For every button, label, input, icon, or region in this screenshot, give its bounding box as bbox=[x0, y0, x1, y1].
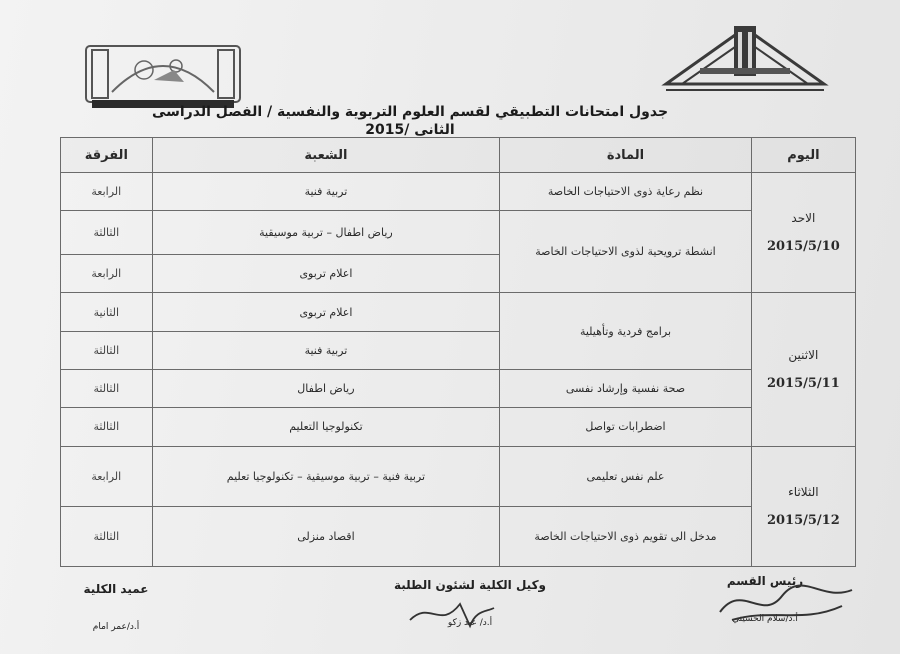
university-logo-right bbox=[660, 18, 830, 102]
header-branch: الشعبة bbox=[152, 138, 500, 173]
day-name: الاحد bbox=[791, 211, 816, 226]
signature-name: أ.د/سلام الحسيني bbox=[732, 614, 798, 624]
signature-title: رئيس القسم bbox=[726, 574, 804, 588]
day-name: الثلاثاء bbox=[788, 484, 819, 499]
subject-cell: برامج فردية وتأهيلية bbox=[500, 293, 752, 370]
day-cell-sunday bbox=[751, 173, 855, 293]
header-day: اليوم bbox=[751, 138, 855, 173]
header-subject: المادة bbox=[500, 138, 752, 173]
branch-cell: اقصاد منزلى bbox=[152, 506, 500, 566]
table-row bbox=[61, 408, 856, 446]
day-date: 2015/5/10 bbox=[766, 239, 840, 255]
table-row bbox=[61, 506, 856, 566]
branch-cell: تربية فنية – تربية موسيقية – تكنولوجيا تعليم bbox=[152, 446, 500, 506]
handwritten-signature-vice-dean bbox=[400, 590, 500, 635]
signature-title: وكيل الكلية لشئون الطلبة bbox=[393, 578, 546, 592]
day-cell-tuesday bbox=[751, 446, 855, 566]
subject-cell: علم نفس تعليمى bbox=[500, 446, 752, 506]
header-year: الفرقة bbox=[61, 138, 153, 173]
subject-cell: نظم رعاية ذوى الاحتياجات الخاصة bbox=[500, 173, 752, 211]
year-cell: الثالثة bbox=[61, 211, 153, 255]
year-cell: الثالثة bbox=[61, 506, 153, 566]
day-date: 2015/5/11 bbox=[766, 375, 840, 391]
year-cell: الثالثة bbox=[61, 331, 153, 369]
year-cell: الرابعة bbox=[61, 255, 153, 293]
subject-cell: اضطرابات تواصل bbox=[500, 408, 752, 446]
year-cell: الثانية bbox=[61, 293, 153, 331]
table-row bbox=[61, 211, 856, 255]
handwritten-signature-head bbox=[712, 572, 862, 632]
subject-cell: صحة نفسية وإرشاد نفسى bbox=[500, 369, 752, 407]
subject-cell: مدخل الى تقويم ذوى الاحتياجات الخاصة bbox=[500, 506, 752, 566]
exam-schedule-table bbox=[60, 137, 856, 567]
year-cell: الثالثة bbox=[61, 369, 153, 407]
signature-title: عميد الكلية bbox=[83, 582, 149, 596]
year-cell: الرابعة bbox=[61, 446, 153, 506]
title-line: جدول امتحانات التطبيقي لقسم العلوم التربوية والنفسية / الفصل الدراسى الثانى /2015 bbox=[151, 104, 669, 138]
table-row bbox=[61, 369, 856, 407]
branch-cell: تكنولوجيا التعليم bbox=[152, 408, 500, 446]
table-row bbox=[61, 173, 856, 211]
signature-name: أ.د/عمر امام bbox=[92, 622, 140, 632]
branch-cell: اعلام تربوى bbox=[152, 293, 500, 331]
branch-cell: اعلام تربوى bbox=[152, 255, 500, 293]
signature-dean bbox=[56, 582, 176, 632]
branch-cell: رياض اطفال – تربية موسيقية bbox=[152, 211, 500, 255]
year-cell: الرابعة bbox=[61, 173, 153, 211]
signature-name: أ.د/ عيد زكو bbox=[447, 618, 493, 628]
year-cell: الثالثة bbox=[61, 408, 153, 446]
table-header-row bbox=[61, 138, 856, 173]
table-row bbox=[61, 446, 856, 506]
branch-cell: تربية فنية bbox=[152, 173, 500, 211]
table-row bbox=[61, 293, 856, 331]
schedule-title bbox=[150, 103, 670, 139]
day-date: 2015/5/12 bbox=[766, 512, 840, 528]
faculty-logo-left bbox=[84, 40, 242, 112]
branch-cell: رياض اطفال bbox=[152, 369, 500, 407]
day-cell-monday bbox=[751, 293, 855, 446]
day-name: الاثنين bbox=[788, 347, 819, 362]
subject-cell: انشطة ترويحية لذوى الاحتياجات الخاصة bbox=[500, 211, 752, 293]
branch-cell: تربية فنية bbox=[152, 331, 500, 369]
